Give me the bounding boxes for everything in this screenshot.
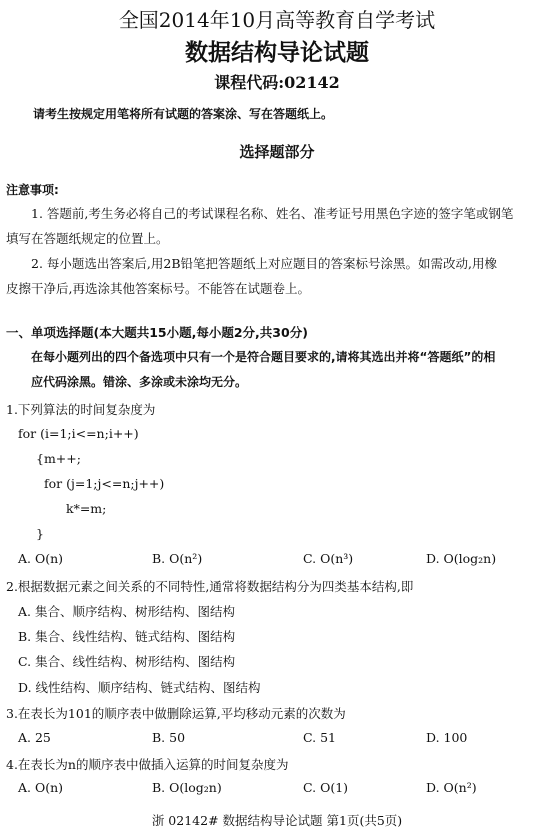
question-4-stem: 4.在表长为n的顺序表中做插入运算的时间复杂度为 [6, 757, 289, 772]
q4-option-d: D. O(n²) [426, 780, 477, 795]
q2-option-a: A. 集合、顺序结构、树形结构、图结构 [18, 604, 235, 619]
page-footer: 浙 02142# 数据结构导论试题 第1页(共5页) [151, 813, 403, 828]
code-line-2: {m++; [36, 451, 81, 466]
q2-option-d: D. 线性结构、顺序结构、链式结构、图结构 [18, 680, 261, 695]
notice-item-1-line-1: 1. 答题前,考生务必将自己的考试课程名称、姓名、准考证号用黑色字迹的签字笔或钢笔 [31, 206, 514, 221]
course-title: 数据结构导论试题 [185, 40, 369, 66]
q3-option-c: C. 51 [303, 730, 336, 745]
q4-option-c: C. O(1) [303, 780, 349, 795]
q2-option-b: B. 集合、线性结构、链式结构、图结构 [18, 629, 236, 644]
part-desc-line-2: 应代码涂黑。错涂、多涂或未涂均无分。 [31, 375, 248, 389]
code-line-1: for (i=1;i<=n;i++) [18, 426, 139, 441]
notice-item-2-line-2: 皮擦干净后,再选涂其他答案标号。不能答在试题卷上。 [6, 281, 310, 296]
part-heading: 一、单项选择题(本大题共15小题,每小题2分,共30分) [6, 325, 308, 340]
q3-option-d: D. 100 [426, 730, 468, 745]
instruction: 请考生按规定用笔将所有试题的答案涂、写在答题纸上。 [33, 107, 334, 121]
notice-label: 注意事项: [6, 183, 59, 197]
question-3-stem: 3.在表长为101的顺序表中做删除运算,平均移动元素的次数为 [6, 706, 346, 721]
q4-option-b: B. O(log₂n) [152, 780, 222, 795]
course-code: 课程代码:02142 [214, 73, 340, 92]
q2-option-c: C. 集合、线性结构、树形结构、图结构 [18, 654, 236, 669]
exam-title: 全国2014年10月高等教育自学考试 [118, 8, 436, 32]
q3-option-a: A. 25 [18, 730, 51, 745]
q3-option-b: B. 50 [152, 730, 186, 745]
q1-option-a: A. O(n) [18, 551, 64, 566]
code-line-5: } [36, 526, 44, 541]
q1-option-c: C. O(n³) [303, 551, 354, 566]
question-2-stem: 2.根据数据元素之间关系的不同特性,通常将数据结构分为四类基本结构,即 [6, 579, 414, 594]
code-line-4: k*=m; [66, 501, 107, 516]
q4-option-a: A. O(n) [18, 780, 64, 795]
part-desc-line-1: 在每小题列出的四个备选项中只有一个是符合题目要求的,请将其选出并将“答题纸”的相 [31, 350, 496, 364]
code-line-3: for (j=1;j<=n;j++) [44, 476, 165, 491]
section-heading: 选择题部分 [239, 143, 315, 161]
q1-option-d: D. O(log₂n) [426, 551, 497, 566]
question-1-stem: 1.下列算法的时间复杂度为 [6, 402, 156, 417]
q1-option-b: B. O(n²) [152, 551, 203, 566]
notice-item-2-line-1: 2. 每小题选出答案后,用2B铅笔把答题纸上对应题目的答案标号涂黑。如需改动,用橡 [31, 256, 497, 271]
notice-item-1-line-2: 填写在答题纸规定的位置上。 [6, 231, 169, 246]
